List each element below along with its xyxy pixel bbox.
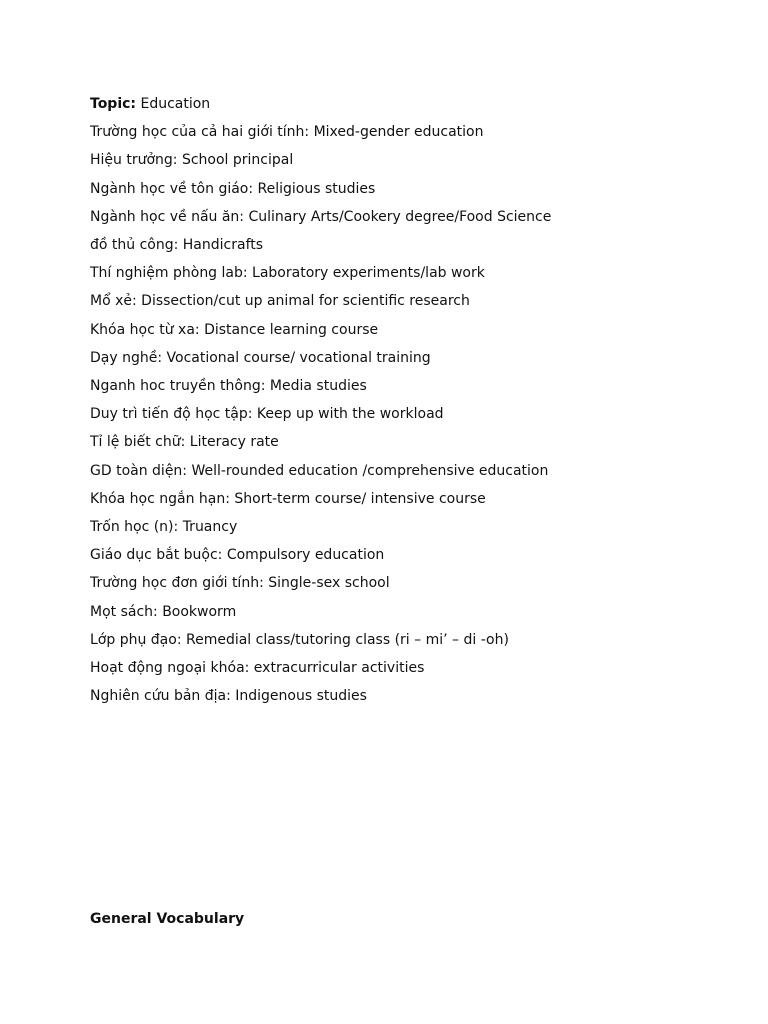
vocab-item: Duy trì tiến độ học tập: Keep up with the workload (90, 406, 444, 423)
vocab-item: Lớp phụ đạo: Remedial class/tutoring class (ri – mi’ – di -oh) (90, 631, 509, 648)
vocab-item: Hiệu trưởng: School principal (90, 152, 294, 169)
topic-line (90, 90, 730, 118)
vocab-item: Khóa học từ xa: Distance learning course (90, 321, 379, 338)
vocab-item: Tỉ lệ biết chữ: Literacy rate (90, 434, 279, 451)
vocab-item: Trốn học (n): Truancy (90, 519, 238, 536)
vocab-item: Ngành học về nấu ăn: Culinary Arts/Cookery degree/Food Science (90, 208, 552, 225)
topic-value: Education (136, 96, 211, 112)
vocab-item: đồ thủ công: Handicrafts (90, 237, 264, 254)
vocab-item: Thí nghiệm phòng lab: Laboratory experiments/lab work (90, 265, 485, 282)
vocab-item: Khóa học ngắn hạn: Short-term course/ intensive course (90, 490, 486, 507)
vocabulary-content (90, 90, 730, 710)
vocab-item: Ngành học về tôn giáo: Religious studies (90, 180, 376, 197)
vocab-item: Nghiên cứu bản địa: Indigenous studies (90, 688, 367, 705)
vocab-item: Nganh hoc truyền thông: Media studies (90, 378, 367, 395)
vocab-item: GD toàn diện: Well-rounded education /comprehensive education (90, 462, 549, 479)
vocab-item: Trường học đơn giới tính: Single-sex school (90, 575, 390, 592)
vocab-item: Trường học của cả hai giới tính: Mixed-gender education (90, 124, 484, 141)
vocab-item: Dạy nghề: Vocational course/ vocational training (90, 349, 431, 366)
topic-label: Topic: (90, 96, 137, 112)
section-heading: General Vocabulary (90, 911, 245, 927)
vocab-item: Mọt sách: Bookworm (90, 603, 237, 620)
vocab-item: Giáo dục bắt buộc: Compulsory education (90, 547, 385, 564)
vocab-item: Mổ xẻ: Dissection/cut up animal for scientific research (90, 293, 470, 310)
vocab-item: Hoạt động ngoại khóa: extracurricular activities (90, 660, 425, 677)
